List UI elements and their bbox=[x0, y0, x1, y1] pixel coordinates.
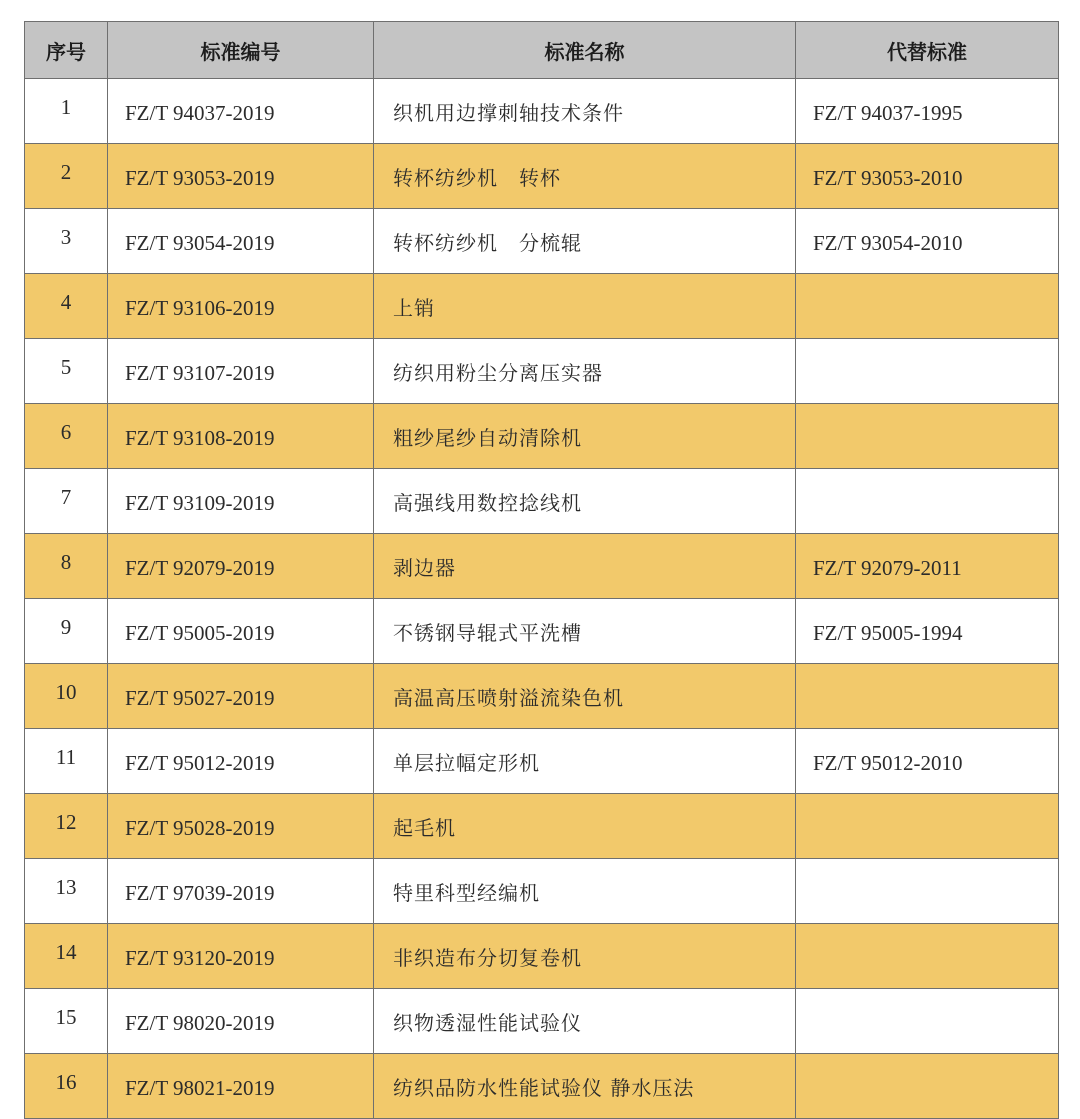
table-row bbox=[25, 729, 1059, 794]
cell-no: 10 bbox=[25, 664, 108, 729]
table-row bbox=[25, 274, 1059, 339]
table-row bbox=[25, 1054, 1059, 1119]
cell-replaces: FZ/T 95012-2010 bbox=[796, 729, 1059, 794]
cell-replaces bbox=[796, 274, 1059, 339]
cell-replaces bbox=[796, 1054, 1059, 1119]
cell-code: FZ/T 93109-2019 bbox=[108, 469, 374, 534]
cell-name: 不锈钢导辊式平洗槽 bbox=[374, 599, 796, 664]
cell-name: 织机用边撑刺轴技术条件 bbox=[374, 79, 796, 144]
cell-code: FZ/T 95028-2019 bbox=[108, 794, 374, 859]
cell-name: 高强线用数控捻线机 bbox=[374, 469, 796, 534]
cell-replaces bbox=[796, 404, 1059, 469]
cell-name: 特里科型经编机 bbox=[374, 859, 796, 924]
header-no: 序号 bbox=[25, 22, 108, 79]
cell-no: 7 bbox=[25, 469, 108, 534]
cell-name: 转杯纺纱机 分梳辊 bbox=[374, 209, 796, 274]
table-row bbox=[25, 859, 1059, 924]
standards-table-container bbox=[24, 21, 1058, 1119]
cell-no: 2 bbox=[25, 144, 108, 209]
cell-name: 非织造布分切复卷机 bbox=[374, 924, 796, 989]
cell-no: 5 bbox=[25, 339, 108, 404]
cell-no: 15 bbox=[25, 989, 108, 1054]
cell-code: FZ/T 93120-2019 bbox=[108, 924, 374, 989]
table-row bbox=[25, 404, 1059, 469]
cell-no: 16 bbox=[25, 1054, 108, 1119]
cell-code: FZ/T 95005-2019 bbox=[108, 599, 374, 664]
cell-name: 纺织用粉尘分离压实器 bbox=[374, 339, 796, 404]
cell-code: FZ/T 98020-2019 bbox=[108, 989, 374, 1054]
cell-code: FZ/T 93108-2019 bbox=[108, 404, 374, 469]
table-row bbox=[25, 924, 1059, 989]
table-row bbox=[25, 469, 1059, 534]
cell-replaces bbox=[796, 989, 1059, 1054]
cell-code: FZ/T 95027-2019 bbox=[108, 664, 374, 729]
table-row bbox=[25, 144, 1059, 209]
cell-no: 3 bbox=[25, 209, 108, 274]
cell-name: 单层拉幅定形机 bbox=[374, 729, 796, 794]
cell-no: 14 bbox=[25, 924, 108, 989]
cell-replaces bbox=[796, 924, 1059, 989]
cell-replaces bbox=[796, 859, 1059, 924]
cell-name: 剥边器 bbox=[374, 534, 796, 599]
cell-no: 13 bbox=[25, 859, 108, 924]
table-row bbox=[25, 209, 1059, 274]
table-body bbox=[25, 79, 1059, 1119]
cell-no: 6 bbox=[25, 404, 108, 469]
cell-code: FZ/T 92079-2019 bbox=[108, 534, 374, 599]
cell-replaces bbox=[796, 469, 1059, 534]
cell-replaces: FZ/T 95005-1994 bbox=[796, 599, 1059, 664]
cell-name: 粗纱尾纱自动清除机 bbox=[374, 404, 796, 469]
cell-name: 织物透湿性能试验仪 bbox=[374, 989, 796, 1054]
cell-name: 起毛机 bbox=[374, 794, 796, 859]
cell-replaces: FZ/T 93054-2010 bbox=[796, 209, 1059, 274]
cell-replaces bbox=[796, 664, 1059, 729]
cell-replaces: FZ/T 93053-2010 bbox=[796, 144, 1059, 209]
table-row bbox=[25, 794, 1059, 859]
cell-code: FZ/T 93053-2019 bbox=[108, 144, 374, 209]
cell-name: 转杯纺纱机 转杯 bbox=[374, 144, 796, 209]
cell-code: FZ/T 93107-2019 bbox=[108, 339, 374, 404]
cell-no: 12 bbox=[25, 794, 108, 859]
cell-code: FZ/T 93106-2019 bbox=[108, 274, 374, 339]
cell-code: FZ/T 97039-2019 bbox=[108, 859, 374, 924]
cell-no: 11 bbox=[25, 729, 108, 794]
cell-no: 1 bbox=[25, 79, 108, 144]
standards-table bbox=[24, 21, 1059, 1119]
cell-code: FZ/T 98021-2019 bbox=[108, 1054, 374, 1119]
cell-replaces: FZ/T 94037-1995 bbox=[796, 79, 1059, 144]
header-row bbox=[25, 22, 1059, 79]
header-code: 标准编号 bbox=[108, 22, 374, 79]
table-row bbox=[25, 599, 1059, 664]
table-row bbox=[25, 534, 1059, 599]
cell-replaces bbox=[796, 794, 1059, 859]
cell-code: FZ/T 94037-2019 bbox=[108, 79, 374, 144]
table-row bbox=[25, 664, 1059, 729]
cell-replaces bbox=[796, 339, 1059, 404]
cell-name: 纺织品防水性能试验仪 静水压法 bbox=[374, 1054, 796, 1119]
cell-code: FZ/T 95012-2019 bbox=[108, 729, 374, 794]
table-header bbox=[25, 22, 1059, 79]
cell-no: 8 bbox=[25, 534, 108, 599]
table-row bbox=[25, 989, 1059, 1054]
table-row bbox=[25, 79, 1059, 144]
cell-code: FZ/T 93054-2019 bbox=[108, 209, 374, 274]
cell-replaces: FZ/T 92079-2011 bbox=[796, 534, 1059, 599]
header-replaces: 代替标准 bbox=[796, 22, 1059, 79]
cell-no: 9 bbox=[25, 599, 108, 664]
table-row bbox=[25, 339, 1059, 404]
cell-name: 高温高压喷射溢流染色机 bbox=[374, 664, 796, 729]
cell-no: 4 bbox=[25, 274, 108, 339]
header-name: 标准名称 bbox=[374, 22, 796, 79]
cell-name: 上销 bbox=[374, 274, 796, 339]
